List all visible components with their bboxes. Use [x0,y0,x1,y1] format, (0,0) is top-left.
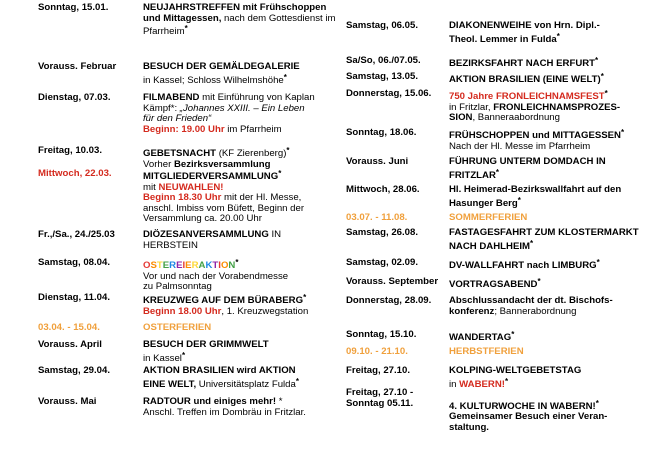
entry-description: Abschlussandacht der dt. Bischofs- konferenz; Bannerabordnung [449,295,613,317]
entry-date: Samstag, 08.04. [38,257,110,268]
entry-date: Samstag, 06.05. [346,20,418,31]
entry-description: SOMMERFERIEN [449,212,528,223]
entry-description: 4. KULTURWOCHE IN WABERN!* Gemeinsamer Besuch einer Veran- staltung. [449,398,608,433]
entry-date: 03.07. - 11.08. [346,212,408,223]
entry-description: BESUCH DER GEMÄLDEGALERIE in Kassel; Schloss Wilhelmshöhe* [143,61,300,86]
entry-description: AKTION BRASILIEN wird AKTION EINE WELT, Universitätsplatz Fulda* [143,365,299,390]
entry-description: OSTERFERIEN [143,322,212,333]
entry-date: Freitag, 27.10. [346,365,410,376]
entry-description: OSTEREIERAKTION* Vor und nach der Vorabendmesse zu Palmsonntag [143,258,289,292]
entry-description: DV-WALLFAHRT nach LIMBURG* [449,258,600,271]
entry-description: GEBETSNACHT (KF Zierenberg)* Vorher Bezirksversammlung [143,146,290,170]
entry-description: WANDERTAG* [449,330,515,343]
entry-date: 09.10. - 21.10. [346,346,408,357]
entry-date: Sa/So, 06./07.05. [346,55,421,66]
entry-date: Sonntag, 15.01. [38,2,109,13]
entry-date: Fr.,/Sa., 24./25.03 [38,229,115,240]
entry-date: Vorauss. Juni [346,156,409,167]
entry-date: Dienstag, 11.04. [38,292,110,303]
entry-date: Samstag, 26.08. [346,227,418,238]
entry-description: BESUCH DER GRIMMWELT in Kassel* [143,339,269,364]
entry-description: MITGLIEDERVERSAMMLUNG* mit NEUWAHLEN! Beginn 18.30 Uhr mit der Hl. Messe, anschl. Imbiss vom Büfett, Beginn der Versammlung ca. 20.00 Uhr [143,169,305,224]
entry-date: Mittwoch, 22.03. [38,168,112,179]
entry-description: FRÜHSCHOPPEN und MITTAGESSEN* Nach der Hl. Messe im Pfarrheim [449,128,625,152]
entry-description: 750 Jahre FRONLEICHNAMSFEST* in Fritzlar, FRONLEICHNAMSPROZES- SION, Banneraabordnung [449,89,621,123]
entry-date: 03.04. - 15.04. [38,322,100,333]
entry-description: DIAKONENWEIHE von Hrn. Dipl.- Theol. Lemmer in Fulda* [449,20,600,45]
entry-description: VORTRAGSABEND* [449,277,541,290]
entry-description: FÜHRUNG UNTERM DOMDACH IN FRITZLAR* [449,156,606,181]
entry-description: RADTOUR und einiges mehr! * Anschl. Treffen im Dombräu in Fritzlar. [143,396,306,418]
entry-date: Samstag, 02.09. [346,257,418,268]
entry-description: NEUJAHRSTREFFEN mit Frühschoppen und Mittagessen, nach dem Gottesdienst im Pfarrheim* [143,2,336,37]
entry-date: Vorauss. Mai [38,396,97,407]
entry-description: KREUZWEG AUF DEM BÜRABERG* Beginn 18.00 Uhr, 1. Kreuzwegstation [143,293,309,317]
entry-date: Donnerstag, 28.09. [346,295,432,306]
entry-date: Vorauss. April [38,339,102,350]
entry-date: Freitag, 10.03. [38,145,102,156]
entry-date: Dienstag, 07.03. [38,92,111,103]
entry-description: DIÖZESANVERSAMMLUNG IN HERBSTEIN [143,229,282,251]
entry-date: Sonntag, 15.10. [346,329,417,340]
entry-description: KOLPING-WELTGEBETSTAG in WABERN!* [449,365,582,390]
entry-date: Freitag, 27.10 - Sonntag 05.11. [346,387,414,409]
entry-description: HERBSTFERIEN [449,346,524,357]
entry-description: FASTAGESFAHRT ZUM KLOSTERMARKT NACH DAHLHEIM* [449,227,639,252]
entry-description: Hl. Heimerad-Bezirkswallfahrt auf den Hasunger Berg* [449,184,622,209]
rainbow-title: OSTEREIERAKTION [143,260,236,271]
entry-date: Samstag, 29.04. [38,365,110,376]
entry-date: Sonntag, 18.06. [346,127,417,138]
entry-description: BEZIRKSFAHRT NACH ERFURT* [449,56,599,69]
entry-date: Vorauss. September [346,276,439,287]
entry-date: Samstag, 13.05. [346,71,418,82]
entry-description: AKTION BRASILIEN (EINE WELT)* [449,72,604,85]
entry-description: FILMABEND mit Einführung von Kaplan Kämpf*: „Johannes XXIII. – Ein Leben für den Frieden“ Beginn: 19.00 Uhr im Pfarrheim [143,92,315,135]
entry-date: Mittwoch, 28.06. [346,184,420,195]
entry-date: Donnerstag, 15.06. [346,88,432,99]
entry-date: Vorauss. Februar [38,61,117,72]
